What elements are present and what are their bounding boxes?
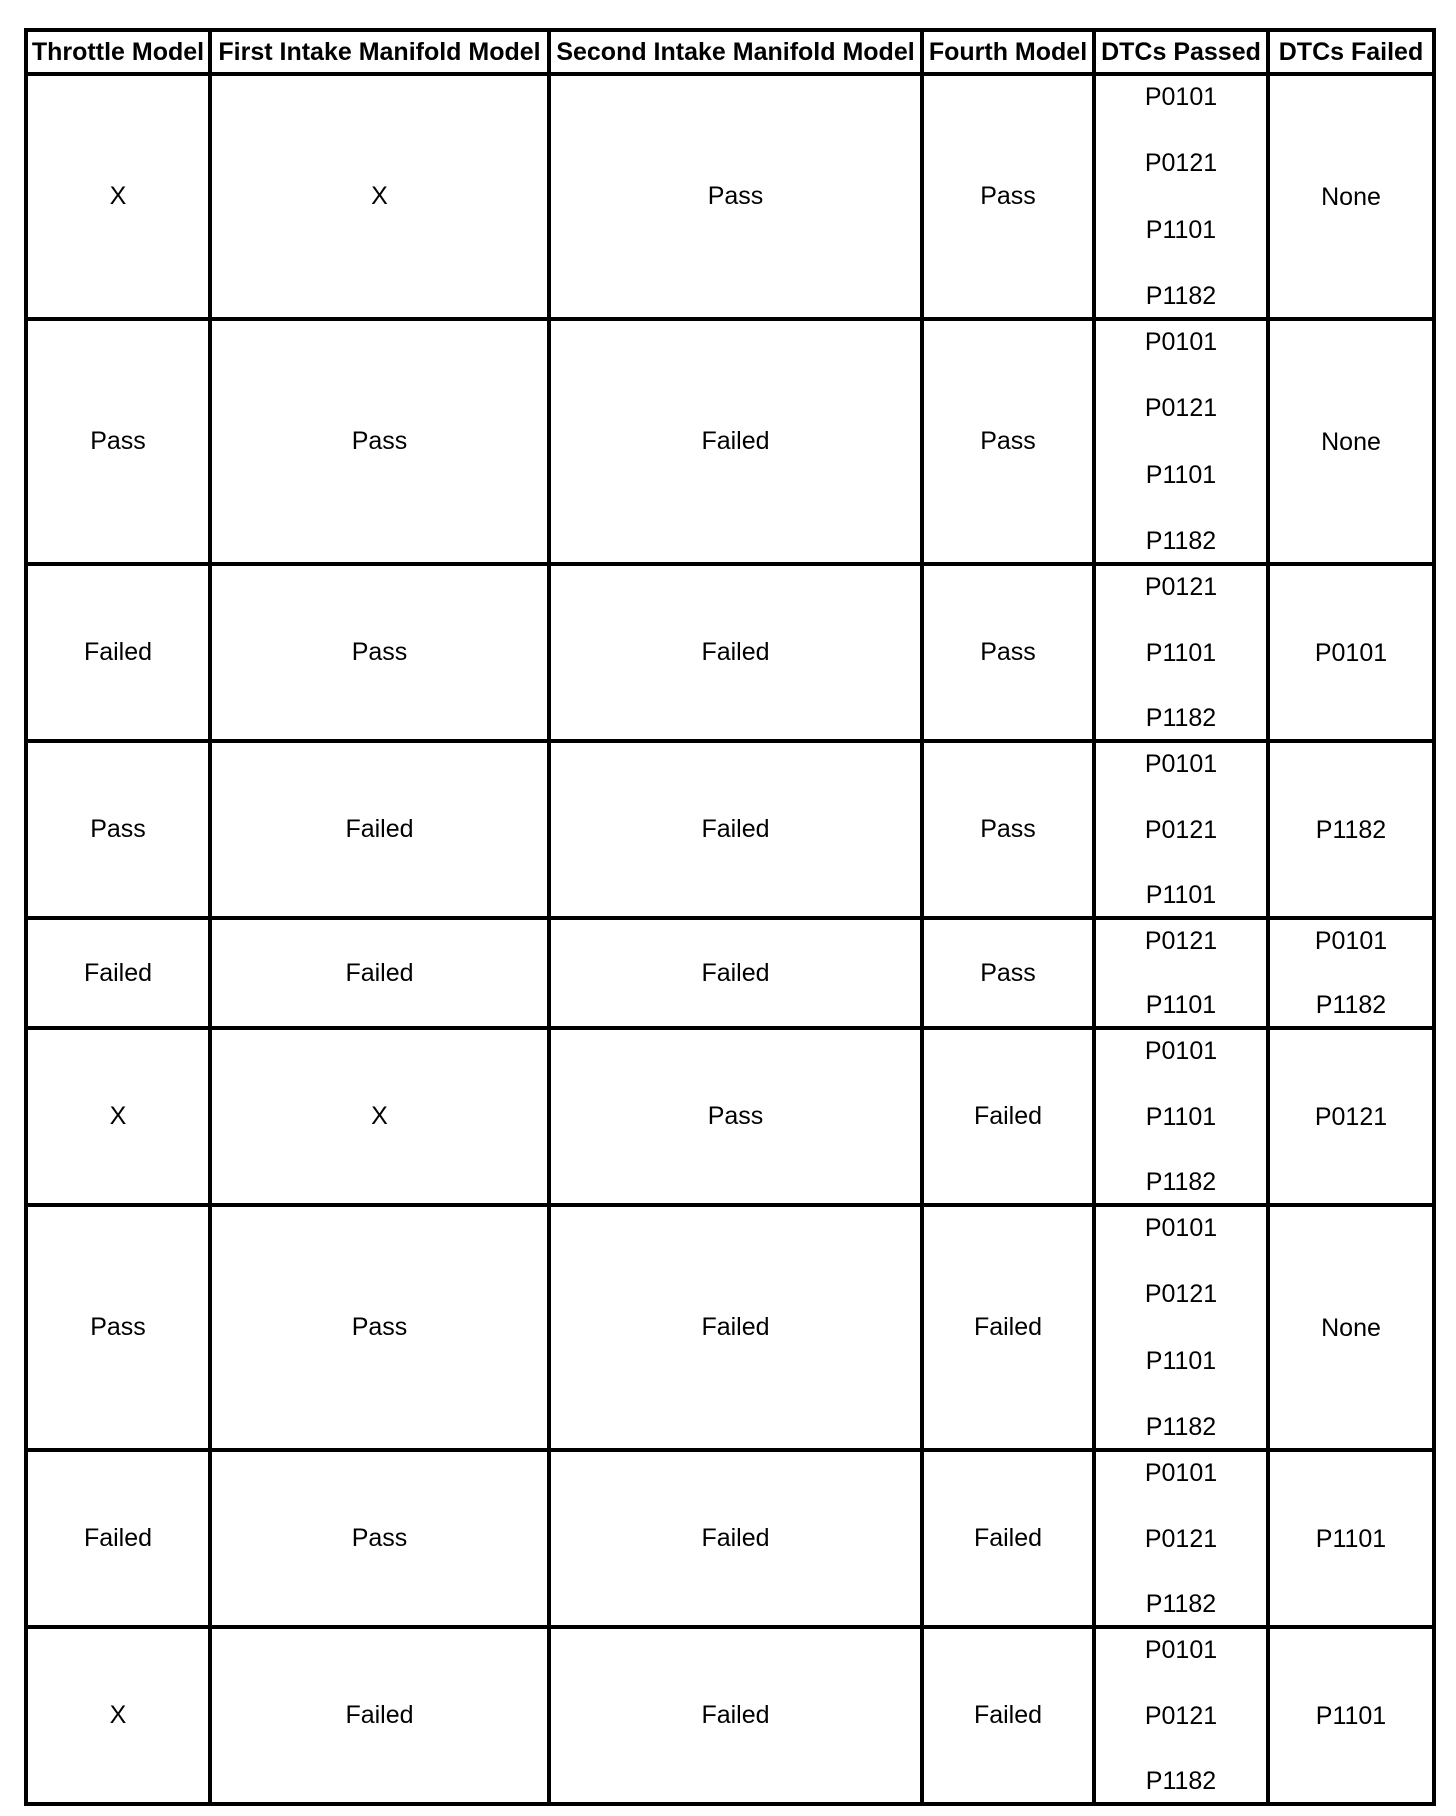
cell-dtcs-failed (1268, 918, 1434, 1028)
cell-dtcs-passed (1094, 741, 1268, 918)
dtc-code: P0101 (1144, 1636, 1218, 1664)
table-row (26, 1450, 1434, 1627)
cell-dtcs-passed (1094, 1450, 1268, 1627)
dtc-code: P1101 (1145, 638, 1217, 667)
header-throttle-model: Throttle Model (26, 30, 210, 74)
cell-second-intake-manifold-model: Failed (549, 741, 922, 918)
header-dtcs-failed: DTCs Failed (1268, 30, 1434, 74)
dtc-code: P0121 (1144, 149, 1218, 178)
cell-second-intake-manifold-model: Pass (549, 74, 922, 319)
cell-dtcs-passed (1094, 1627, 1268, 1804)
cell-fourth-model: Pass (922, 564, 1094, 741)
cell-dtcs-passed (1094, 1028, 1268, 1205)
dtc-code: P1101 (1145, 460, 1217, 489)
header-fourth-model: Fourth Model (922, 30, 1094, 74)
dtc-code: None (1321, 427, 1381, 456)
dtc-code: P0101 (1144, 1214, 1218, 1242)
cell-throttle-model: X (26, 74, 210, 319)
dtc-code: P1182 (1145, 281, 1217, 310)
cell-first-intake-manifold-model: X (210, 74, 549, 319)
dtc-code: P1182 (1145, 1412, 1217, 1441)
dtc-code: P0121 (1144, 1701, 1218, 1730)
table-row (26, 918, 1434, 1028)
header-first-intake-manifold-model: First Intake Manifold Model (210, 30, 549, 74)
dtc-code: P1182 (1145, 1767, 1217, 1795)
dtc-code: P1182 (1145, 526, 1217, 555)
cell-fourth-model: Pass (922, 741, 1094, 918)
cell-fourth-model: Failed (922, 1205, 1094, 1450)
cell-first-intake-manifold-model: Pass (210, 1205, 549, 1450)
table-body (26, 74, 1434, 1804)
dtc-code: P0121 (1314, 1102, 1388, 1131)
cell-fourth-model: Pass (922, 918, 1094, 1028)
table-row (26, 741, 1434, 918)
cell-second-intake-manifold-model: Failed (549, 1627, 922, 1804)
cell-throttle-model: Pass (26, 319, 210, 564)
header-second-intake-manifold-model: Second Intake Manifold Model (549, 30, 922, 74)
dtc-code: P0101 (1144, 83, 1218, 111)
cell-first-intake-manifold-model: Failed (210, 1627, 549, 1804)
cell-dtcs-failed (1268, 741, 1434, 918)
cell-second-intake-manifold-model: Failed (549, 564, 922, 741)
table-row (26, 564, 1434, 741)
dtc-code: P0121 (1144, 573, 1218, 601)
dtc-code: P0101 (1144, 1459, 1218, 1487)
cell-dtcs-failed (1268, 1205, 1434, 1450)
cell-dtcs-passed (1094, 74, 1268, 319)
cell-fourth-model: Failed (922, 1450, 1094, 1627)
cell-first-intake-manifold-model: X (210, 1028, 549, 1205)
cell-throttle-model: Failed (26, 918, 210, 1028)
cell-second-intake-manifold-model: Failed (549, 1450, 922, 1627)
cell-throttle-model: Failed (26, 564, 210, 741)
cell-first-intake-manifold-model: Pass (210, 564, 549, 741)
cell-second-intake-manifold-model: Failed (549, 319, 922, 564)
table-row (26, 1627, 1434, 1804)
cell-fourth-model: Failed (922, 1028, 1094, 1205)
header-row (26, 30, 1434, 74)
dtc-code: P1101 (1145, 215, 1217, 244)
dtc-code: P0101 (1314, 927, 1388, 955)
cell-second-intake-manifold-model: Pass (549, 1028, 922, 1205)
cell-fourth-model: Pass (922, 74, 1094, 319)
table-header (26, 30, 1434, 74)
cell-dtcs-passed (1094, 564, 1268, 741)
cell-dtcs-passed (1094, 1205, 1268, 1450)
table-row (26, 319, 1434, 564)
cell-throttle-model: Pass (26, 1205, 210, 1450)
cell-dtcs-passed (1094, 319, 1268, 564)
dtc-code: P1101 (1145, 881, 1217, 909)
cell-throttle-model: Failed (26, 1450, 210, 1627)
dtc-code: P0121 (1144, 394, 1218, 423)
dtc-code: P1101 (1145, 991, 1217, 1019)
dtc-code: P1182 (1315, 991, 1387, 1019)
dtc-code: P1101 (1145, 1102, 1217, 1131)
cell-throttle-model: Pass (26, 741, 210, 918)
cell-first-intake-manifold-model: Pass (210, 1450, 549, 1627)
dtc-code: P0101 (1144, 1037, 1218, 1065)
cell-dtcs-passed (1094, 918, 1268, 1028)
dtc-code: P1182 (1145, 704, 1217, 732)
cell-second-intake-manifold-model: Failed (549, 1205, 922, 1450)
dtc-code: P0121 (1144, 815, 1218, 844)
cell-dtcs-failed (1268, 564, 1434, 741)
dtc-code: P0121 (1144, 1280, 1218, 1309)
dtc-code: P0121 (1144, 927, 1218, 955)
cell-first-intake-manifold-model: Failed (210, 918, 549, 1028)
dtc-code: P0101 (1144, 750, 1218, 778)
dtc-code: P1182 (1145, 1168, 1217, 1196)
cell-dtcs-failed (1268, 1627, 1434, 1804)
dtc-code: P0101 (1144, 328, 1218, 356)
dtc-code: P1182 (1315, 815, 1387, 844)
table-row (26, 1028, 1434, 1205)
cell-throttle-model: X (26, 1028, 210, 1205)
cell-dtcs-failed (1268, 319, 1434, 564)
cell-first-intake-manifold-model: Failed (210, 741, 549, 918)
dtc-code: P1101 (1315, 1701, 1387, 1730)
dtc-code: P1182 (1145, 1590, 1217, 1618)
dtc-code: P1101 (1315, 1524, 1387, 1553)
dtc-code: None (1321, 1313, 1381, 1342)
cell-dtcs-failed (1268, 1028, 1434, 1205)
cell-throttle-model: X (26, 1627, 210, 1804)
cell-second-intake-manifold-model: Failed (549, 918, 922, 1028)
dtc-code: None (1321, 182, 1381, 211)
dtc-results-table (24, 28, 1436, 1806)
cell-fourth-model: Pass (922, 319, 1094, 564)
header-dtcs-passed: DTCs Passed (1094, 30, 1268, 74)
cell-first-intake-manifold-model: Pass (210, 319, 549, 564)
table-row (26, 74, 1434, 319)
cell-fourth-model: Failed (922, 1627, 1094, 1804)
dtc-code: P0121 (1144, 1524, 1218, 1553)
cell-dtcs-failed (1268, 1450, 1434, 1627)
cell-dtcs-failed (1268, 74, 1434, 319)
table-row (26, 1205, 1434, 1450)
dtc-code: P1101 (1145, 1346, 1217, 1375)
dtc-code: P0101 (1314, 638, 1388, 667)
